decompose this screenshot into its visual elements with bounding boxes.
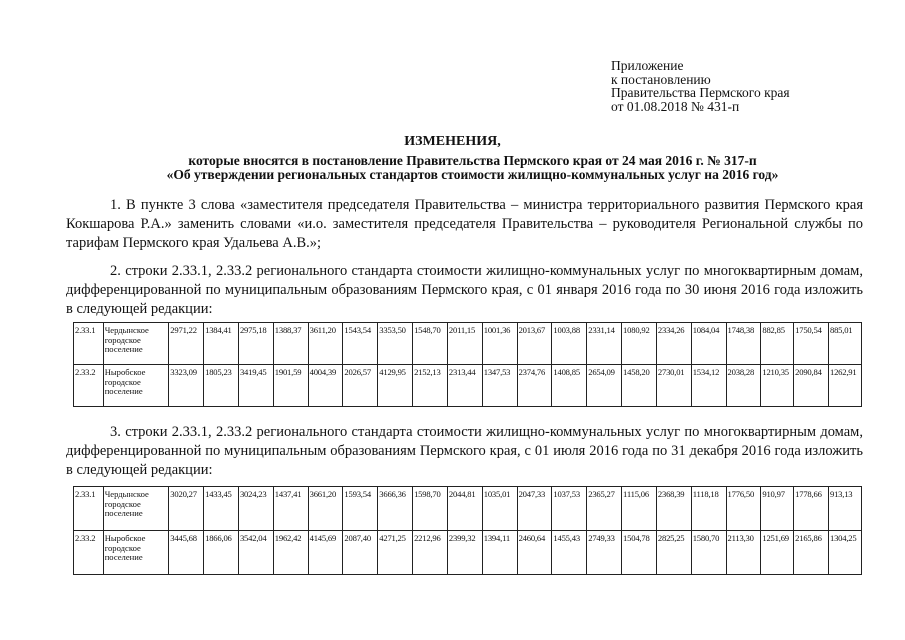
value-cell: 1962,42	[273, 531, 308, 575]
value-cell: 1388,37	[273, 323, 308, 365]
paragraph-2: 2. строки 2.33.1, 2.33.2 регионального стандарта стоимости жилищно-коммунальных услуг по многоквартирным домам, дифференцированной по муниципальным образованиям Пермского края, с 01 января 2016 года по 30 июня 2016 года изложить в следующей редакции:	[66, 263, 863, 317]
value-cell: 2212,96	[413, 531, 448, 575]
value-cell: 2749,33	[587, 531, 622, 575]
value-cell: 1543,54	[343, 323, 378, 365]
value-cell: 3661,20	[308, 487, 343, 531]
value-cell: 2975,18	[238, 323, 273, 365]
value-cell: 2113,30	[726, 531, 761, 575]
value-cell: 1580,70	[691, 531, 726, 575]
value-cell: 2087,40	[343, 531, 378, 575]
value-cell: 1035,01	[482, 487, 517, 531]
value-cell: 1118,18	[691, 487, 726, 531]
value-cell: 1347,53	[482, 365, 517, 407]
value-cell: 2374,76	[517, 365, 552, 407]
appendix-line-1: Приложение	[611, 58, 684, 73]
value-cell: 1084,04	[691, 323, 726, 365]
value-cell: 2971,22	[169, 323, 204, 365]
row-number-cell: 2.33.2	[74, 365, 104, 407]
appendix-line-2: к постановлению	[611, 71, 711, 87]
standards-table-2	[73, 486, 862, 575]
value-cell: 2013,67	[517, 323, 552, 365]
table-row	[74, 531, 862, 575]
value-cell: 1001,36	[482, 323, 517, 365]
value-cell: 2368,39	[656, 487, 691, 531]
value-cell: 3323,09	[169, 365, 204, 407]
value-cell: 1548,70	[413, 323, 448, 365]
value-cell: 1408,85	[552, 365, 587, 407]
value-cell: 2090,84	[794, 365, 829, 407]
value-cell: 913,13	[828, 487, 861, 531]
standards-table-1	[73, 322, 862, 407]
value-cell: 2313,44	[447, 365, 482, 407]
value-cell: 1458,20	[622, 365, 657, 407]
value-cell: 2011,15	[447, 323, 482, 365]
value-cell: 3666,36	[378, 487, 413, 531]
value-cell: 4271,25	[378, 531, 413, 575]
paragraph-1: 1. В пункте 3 слова «заместителя председателя Правительства – министра территориального развития Пермского края Кокшарова Р.А.» заменить словами «и.о. заместителя председателя Правительства – руководителя Региональной службы по тарифам Пермского края Удальева А.В.»;	[66, 197, 863, 251]
value-cell: 2044,81	[447, 487, 482, 531]
value-cell: 1304,25	[828, 531, 861, 575]
appendix-line-4: от 01.08.2018 № 431-п	[611, 98, 740, 114]
value-cell: 1593,54	[343, 487, 378, 531]
municipality-name-cell: Чердынское городское поселение	[103, 323, 169, 365]
value-cell: 882,85	[761, 323, 794, 365]
value-cell: 3445,68	[169, 531, 204, 575]
value-cell: 4145,69	[308, 531, 343, 575]
value-cell: 1534,12	[691, 365, 726, 407]
value-cell: 1437,41	[273, 487, 308, 531]
value-cell: 2654,09	[587, 365, 622, 407]
paragraph-3: 3. строки 2.33.1, 2.33.2 регионального стандарта стоимости жилищно-коммунальных услуг по многоквартирным домам, дифференцированной по муниципальным образованиям Пермского края, с 01 июля 2016 года по 31 декабря 2016 года изложить в следующей редакции:	[66, 424, 863, 478]
appendix-line-3: Правительства Пермского края	[611, 85, 790, 100]
document-title: ИЗМЕНЕНИЯ,	[404, 134, 501, 149]
value-cell: 4004,39	[308, 365, 343, 407]
value-cell: 1394,11	[482, 531, 517, 575]
value-cell: 2165,86	[794, 531, 829, 575]
value-cell: 2152,13	[413, 365, 448, 407]
subtitle-line-1: которые вносятся в постановление Правительства Пермского края от 24 мая 2016 г. № 317-п	[188, 153, 757, 168]
value-cell: 885,01	[828, 323, 861, 365]
value-cell: 2331,14	[587, 323, 622, 365]
value-cell: 1901,59	[273, 365, 308, 407]
value-cell: 1866,06	[204, 531, 239, 575]
value-cell: 2460,64	[517, 531, 552, 575]
value-cell: 2399,32	[447, 531, 482, 575]
appendix-block	[611, 59, 790, 113]
table-row	[74, 323, 862, 365]
value-cell: 2026,57	[343, 365, 378, 407]
document-subtitle	[60, 154, 885, 182]
value-cell: 3353,50	[378, 323, 413, 365]
subtitle-line-2: «Об утверждении региональных стандартов стоимости жилищно-коммунальных услуг на 2016 год»	[166, 167, 779, 182]
value-cell: 3542,04	[238, 531, 273, 575]
value-cell: 1598,70	[413, 487, 448, 531]
municipality-name-cell: Чердынское городское поселение	[103, 487, 169, 531]
value-cell: 2038,28	[726, 365, 761, 407]
table-1-body	[74, 323, 862, 407]
value-cell: 1115,06	[622, 487, 657, 531]
value-cell: 1251,69	[761, 531, 794, 575]
value-cell: 1504,78	[622, 531, 657, 575]
value-cell: 4129,95	[378, 365, 413, 407]
value-cell: 1455,43	[552, 531, 587, 575]
value-cell: 2047,33	[517, 487, 552, 531]
value-cell: 1778,66	[794, 487, 829, 531]
value-cell: 3611,20	[308, 323, 343, 365]
value-cell: 2334,26	[656, 323, 691, 365]
value-cell: 1384,41	[204, 323, 239, 365]
value-cell: 910,97	[761, 487, 794, 531]
table-2-body	[74, 487, 862, 575]
value-cell: 2365,27	[587, 487, 622, 531]
value-cell: 3419,45	[238, 365, 273, 407]
value-cell: 2825,25	[656, 531, 691, 575]
value-cell: 1748,38	[726, 323, 761, 365]
value-cell: 1037,53	[552, 487, 587, 531]
value-cell: 1776,50	[726, 487, 761, 531]
table-row	[74, 487, 862, 531]
value-cell: 3024,23	[238, 487, 273, 531]
value-cell: 1805,23	[204, 365, 239, 407]
value-cell: 1433,45	[204, 487, 239, 531]
value-cell: 1262,91	[828, 365, 861, 407]
row-number-cell: 2.33.2	[74, 531, 104, 575]
table-row	[74, 365, 862, 407]
municipality-name-cell: Ныробское городское поселение	[103, 531, 169, 575]
row-number-cell: 2.33.1	[74, 323, 104, 365]
value-cell: 2730,01	[656, 365, 691, 407]
value-cell: 1080,92	[622, 323, 657, 365]
value-cell: 3020,27	[169, 487, 204, 531]
value-cell: 1750,54	[794, 323, 829, 365]
value-cell: 1003,88	[552, 323, 587, 365]
row-number-cell: 2.33.1	[74, 487, 104, 531]
municipality-name-cell: Ныробское городское поселение	[103, 365, 169, 407]
value-cell: 1210,35	[761, 365, 794, 407]
